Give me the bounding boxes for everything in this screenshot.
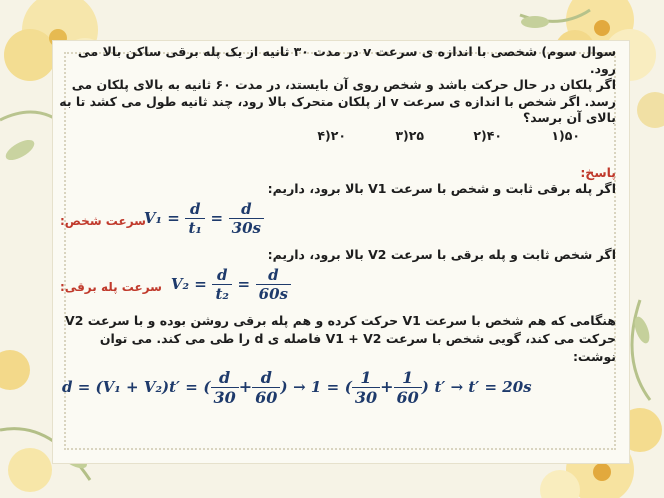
answer-line-4: حرکت می کند، گویی شخص با سرعت V1 + V2 فاصله ی d را طی می کند. می توان نوشت: <box>99 330 616 364</box>
question-line-3: رسد. اگر شخص با اندازه ی سرعت v از پلکان متحرک بالا رود، چند ثانیه طول می کشد تا به <box>59 93 616 109</box>
equation-3: d = (V₁ + V₂)t′ = ( $\frac{d}{30}$ + $\frac{d}{60}$ ) → 1 = ( $\frac{1}{30}$ + $\frac{1}{60}$ ) t′ → t′ = 20s <box>62 367 532 407</box>
equation-row-3 <box>58 366 616 410</box>
question-line-2: اگر پلکان در حال حرکت باشد و شخص روی آن بایستد، در مدت ۶۰ ثانیه به بالای پلکان می <box>71 77 616 92</box>
answer-line-1: اگر پله برقی ثابت و شخص با سرعت V1 بالا برود، داریم: <box>267 180 616 196</box>
document-content <box>58 44 616 410</box>
equation-row-2 <box>58 264 616 312</box>
option-4: ۲۰(۴ <box>317 127 346 143</box>
answer-title: پاسخ: <box>580 164 616 180</box>
question-line-4: بالای آن برسد؟ <box>522 110 616 125</box>
equation-1: V₁ = $\frac{d}{\text{t₁}}$ = $\frac{d}{30s}$ <box>144 200 264 237</box>
question-line-1: سوال سوم) شخصی با اندازه ی سرعت v در مدت ۳۰ ثانیه از یک پله برقی ساکن بالا می رود. <box>77 44 616 76</box>
answer-line-2: اگر شخص ثابت و پله برقی با سرعت V2 بالا برود، داریم: <box>267 246 616 262</box>
equation-2: V₂ = $\frac{d}{\text{t₂}}$ = $\frac{d}{60s}$ <box>171 266 291 303</box>
label-escalator-speed: سرعت پله برقی: <box>60 279 162 294</box>
answer-options <box>58 128 616 143</box>
answer-line-3: هنگامی که هم شخص با سرعت V1 حرکت کرده و هم پله برقی روشن بوده و با سرعت V2 <box>65 312 616 328</box>
label-person-speed: سرعت شخص: <box>60 213 146 228</box>
option-2: ۴۰(۲ <box>473 127 502 143</box>
option-3: ۲۵(۳ <box>395 127 424 143</box>
equation-row-1 <box>58 198 616 246</box>
option-1: ۵۰(۱ <box>551 127 580 143</box>
